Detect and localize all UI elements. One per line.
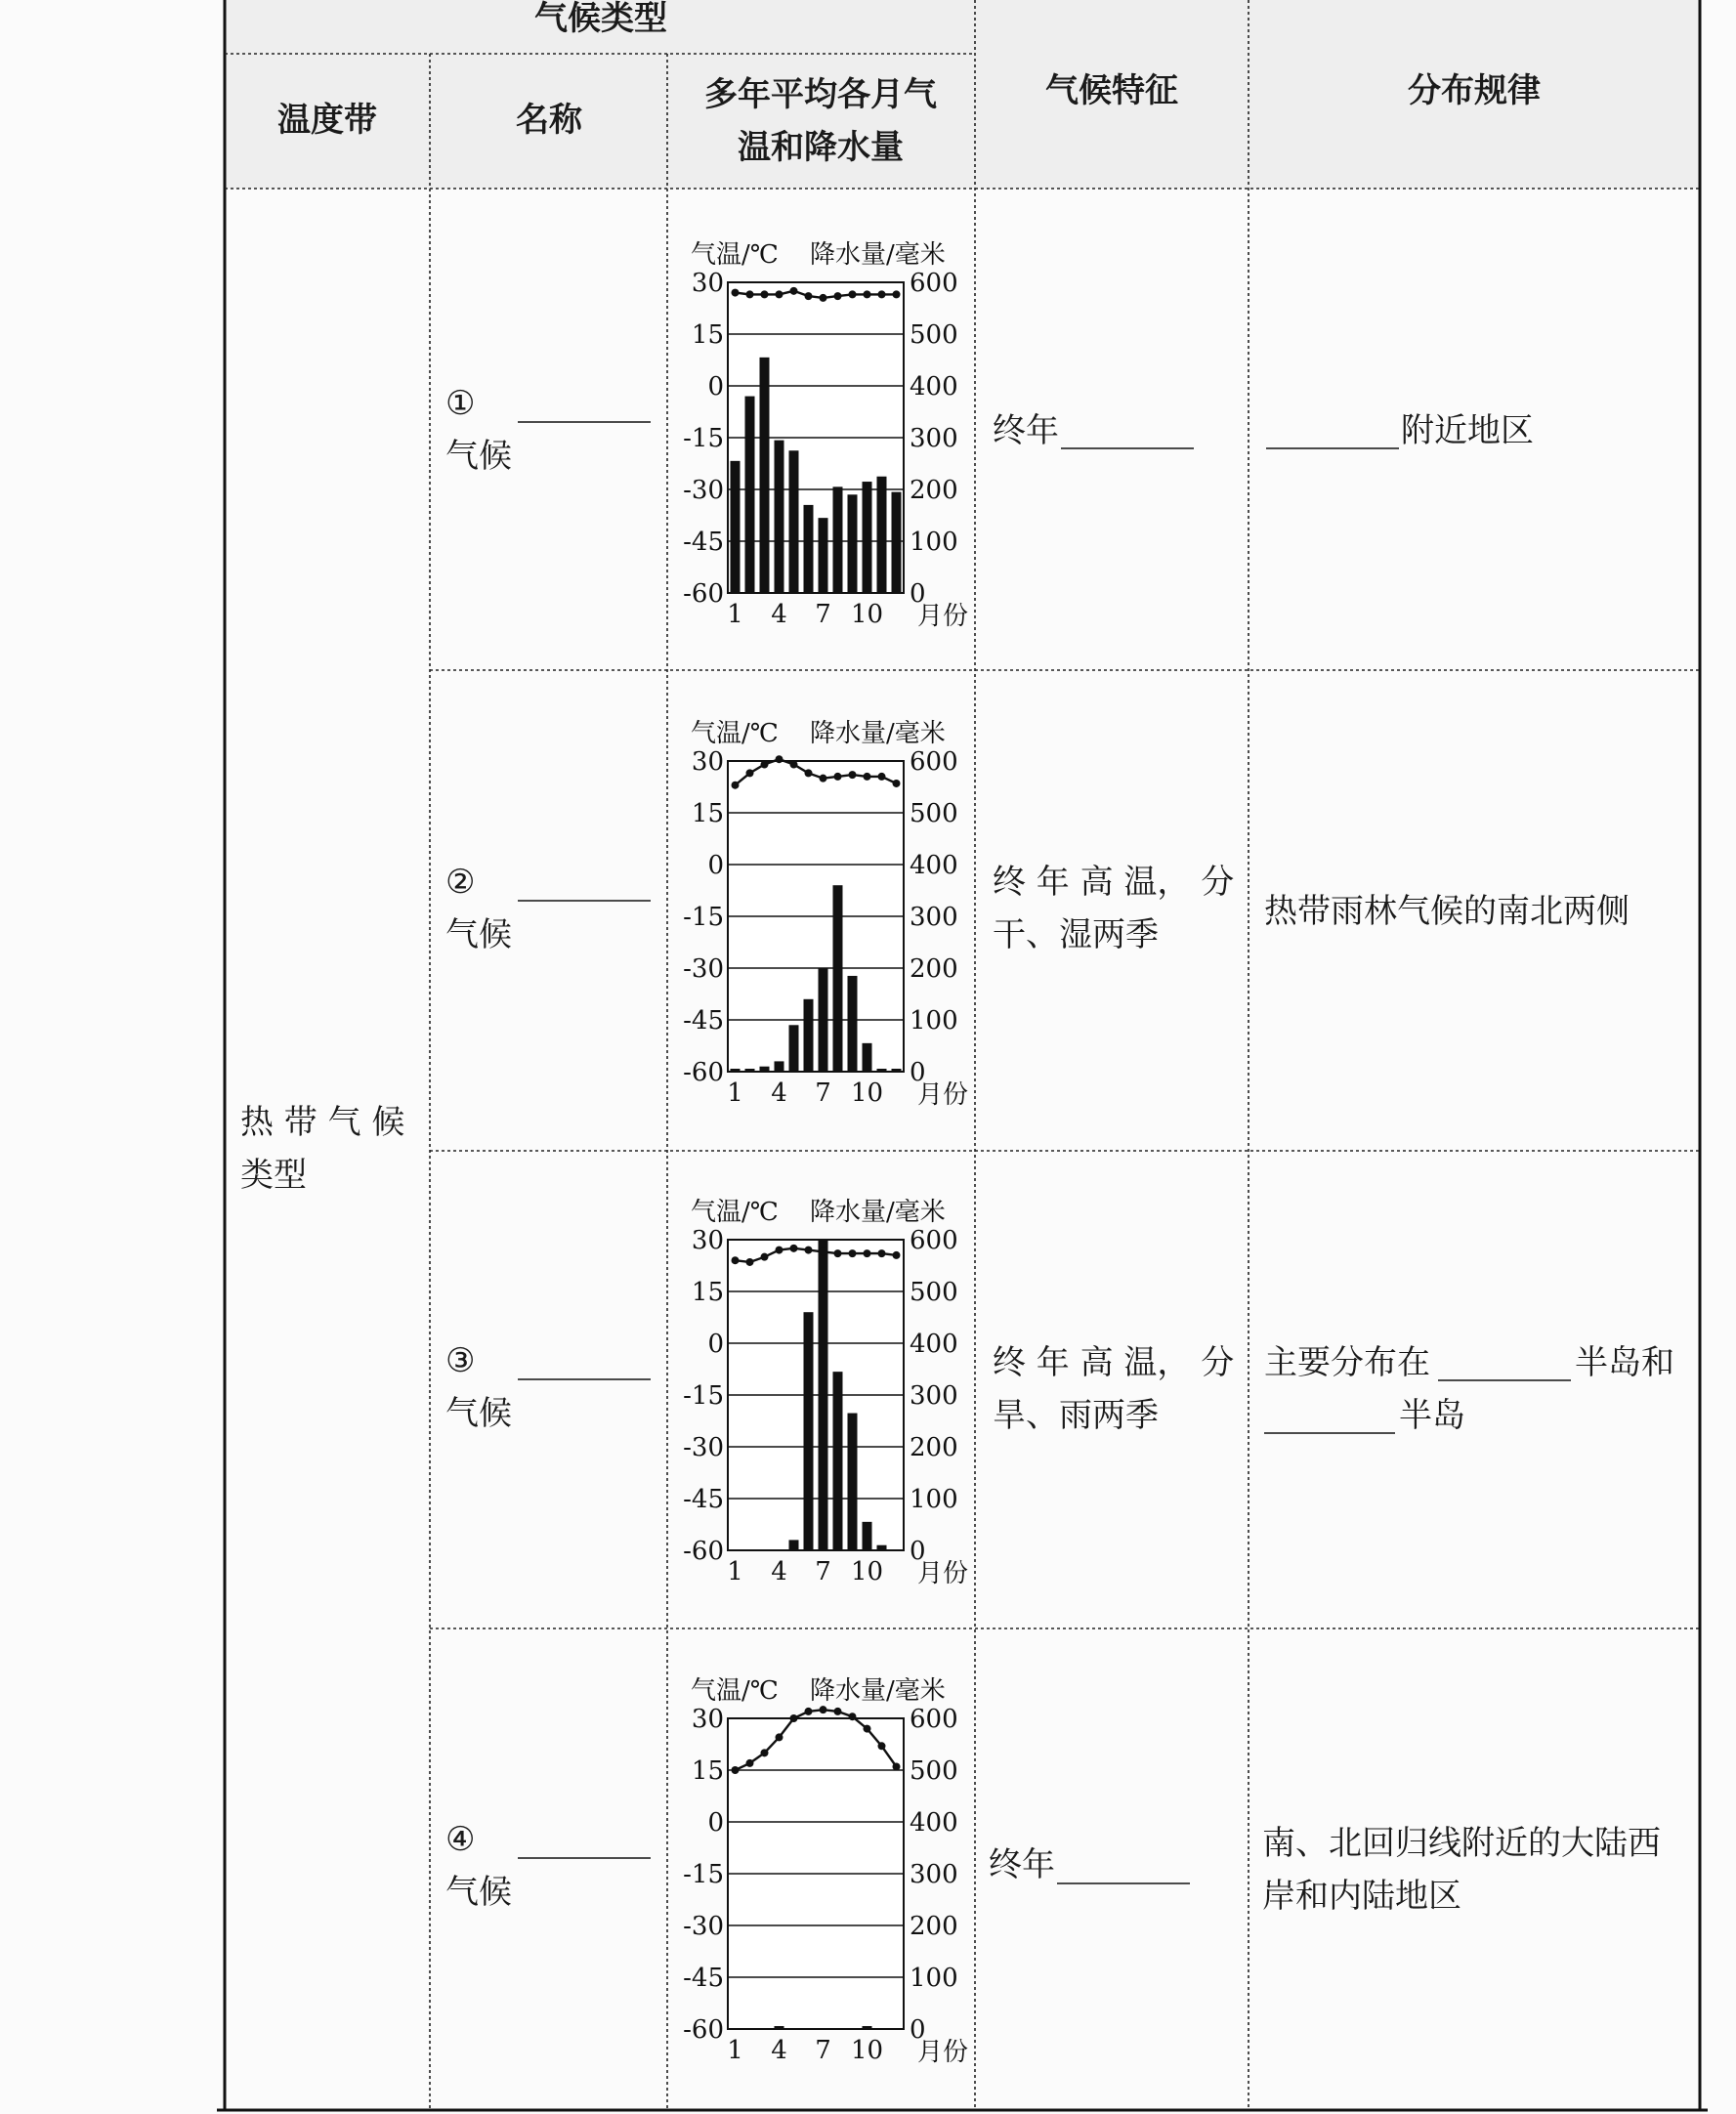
chart-precip-bar [892,1069,902,1072]
chart-temp-point [834,773,842,781]
chart-precip-bar [833,885,843,1072]
chart-precip-tick-label: 100 [910,1964,958,1993]
chart-precip-axis-title: 降水量/毫米 [810,1676,946,1706]
chart-temp-point [776,1247,783,1254]
chart-temp-point [732,1766,740,1774]
chart-temp-point [732,289,740,297]
chart-x-tick-label: 7 [815,1078,831,1108]
chart-temp-tick-label: 15 [691,799,724,828]
climate-chart-1 [683,240,968,631]
chart-x-tick-label: 7 [815,600,831,629]
chart-precip-tick-label: 200 [910,476,958,505]
chart-precip-tick-label: 0 [910,579,926,609]
row2-feature-line1: 终 年 高 温， 分 [993,863,1235,902]
temperature-zone-cell [240,1103,404,1195]
row2-number: ② [445,863,476,902]
table-grid [217,0,1708,2110]
chart-precip-bar [775,2026,784,2029]
chart-precip-tick-label: 100 [910,528,958,557]
chart-precip-bar [775,441,784,593]
chart-temp-point [820,775,827,782]
chart-precip-tick-label: 400 [910,1808,958,1838]
chart-temp-point [746,769,754,777]
chart-precip-bar [789,1540,799,1550]
chart-temp-point [732,782,740,789]
chart-x-tick-label: 7 [815,1557,831,1586]
row2-feature-line2: 干、湿两季 [993,915,1159,954]
row1-name-suffix: 气候 [445,437,512,476]
chart-temp-tick-label: -15 [683,1860,724,1889]
chart-temp-tick-label: 0 [707,1330,724,1359]
row3-feature-line2: 旱、雨两季 [993,1396,1159,1435]
chart-x-axis-title: 月份 [917,1080,969,1110]
row4-number: ④ [445,1820,476,1859]
chart-temp-tick-label: -30 [683,1912,724,1941]
chart-x-tick-label: 4 [771,1078,787,1108]
chart-temp-tick-label: -30 [683,1433,724,1462]
chart-temp-point [790,1245,798,1252]
chart-temp-tick-label: -60 [683,1537,724,1566]
chart-temp-tick-label: -45 [683,1485,724,1514]
chart-temp-point [776,1733,783,1741]
chart-precip-tick-label: 0 [910,2015,926,2045]
chart-precip-tick-label: 100 [910,1006,958,1036]
chart-precip-axis-title: 降水量/毫米 [810,1198,946,1227]
chart-temp-point [790,1714,798,1722]
chart-temp-point [878,1742,886,1750]
chart-temp-point [893,780,901,787]
chart-precip-tick-label: 400 [910,851,958,880]
chart-precip-bar [863,1043,872,1072]
chart-temp-tick-label: 30 [691,269,724,298]
chart-precip-bar [804,999,814,1072]
chart-temp-point [864,773,871,781]
chart-temp-point [834,292,842,300]
chart-temp-tick-label: -45 [683,1964,724,1993]
chart-temp-point [834,1249,842,1257]
chart-temp-point [805,1708,813,1715]
chart-precip-bar [877,1069,887,1072]
chart-x-axis-title: 月份 [917,602,969,631]
zone-line-2: 类型 [240,1156,307,1195]
chart-temp-point [761,1749,769,1756]
chart-temp-tick-label: -30 [683,954,724,984]
chart-precip-bar [789,450,799,593]
chart-precip-tick-label: 600 [910,1226,958,1255]
chart-precip-bar [819,518,828,593]
climate-row-4 [445,1676,1661,2067]
chart-temp-tick-label: 30 [691,1705,724,1734]
chart-precip-tick-label: 200 [910,1912,958,1941]
chart-x-tick-label: 4 [771,1557,787,1586]
chart-precip-tick-label: 0 [910,1058,926,1087]
chart-temp-point [820,1706,827,1713]
chart-temp-point [849,290,857,298]
chart-temp-tick-label: -45 [683,1006,724,1036]
header-chart-line2: 温和降水量 [738,128,904,167]
chart-temp-axis-title: 气温/℃ [691,240,779,270]
row3-feature-line1: 终 年 高 温， 分 [993,1343,1235,1382]
row3-dist-text1: 主要分布在 [1264,1343,1430,1382]
header-feature: 气候特征 [1045,71,1178,110]
chart-precip-tick-label: 600 [910,747,958,777]
chart-x-tick-label: 10 [850,1557,884,1586]
climate-chart-3 [683,1198,968,1588]
header-climate-type: 气候类型 [534,0,667,38]
chart-temp-tick-label: 15 [691,1278,724,1307]
chart-x-tick-label: 10 [850,2036,884,2065]
row3-dist-text3: 半岛 [1399,1396,1465,1435]
chart-precip-tick-label: 500 [910,1756,958,1786]
zone-line-1: 热 带 气 候 [240,1103,405,1142]
chart-temp-tick-label: 0 [707,372,724,402]
chart-precip-bar [863,482,872,593]
chart-temp-point [864,1249,871,1257]
chart-temp-axis-title: 气温/℃ [691,719,779,748]
chart-precip-tick-label: 300 [910,1860,958,1889]
climate-row-3 [445,1198,1674,1588]
header-name: 名称 [516,101,582,140]
chart-precip-bar [760,1067,770,1072]
chart-temp-point [790,761,798,769]
chart-precip-tick-label: 300 [910,903,958,932]
chart-precip-axis-title: 降水量/毫米 [810,240,946,270]
chart-temp-point [790,287,798,295]
chart-temp-point [834,1708,842,1715]
chart-precip-tick-label: 300 [910,424,958,453]
header-chart-line1: 多年平均各月气 [704,75,937,114]
row1-dist-text: 附近地区 [1401,411,1534,450]
chart-temp-point [849,1249,857,1257]
climate-row-1 [445,240,1534,631]
row1-feature-line1: 终年 [993,411,1059,450]
chart-precip-bar [819,968,828,1072]
chart-temp-tick-label: -45 [683,528,724,557]
row2-name-suffix: 气候 [445,915,512,954]
chart-temp-point [805,769,813,777]
chart-temp-point [878,1249,886,1257]
chart-temp-point [820,294,827,302]
chart-precip-bar [819,1240,828,1550]
chart-temp-point [761,290,769,298]
chart-precip-bar [848,1414,858,1550]
chart-temp-tick-label: 0 [707,851,724,880]
chart-x-tick-label: 7 [815,2036,831,2065]
row4-dist-line2: 岸和内陆地区 [1262,1877,1461,1916]
chart-temp-point [849,1712,857,1720]
chart-precip-bar [863,2026,872,2029]
chart-precip-tick-label: 600 [910,1705,958,1734]
chart-temp-point [776,290,783,298]
chart-precip-bar [731,1069,741,1072]
chart-precip-tick-label: 500 [910,1278,958,1307]
chart-temp-tick-label: -15 [683,424,724,453]
chart-temp-tick-label: 30 [691,747,724,777]
chart-temp-point [893,290,901,298]
chart-temp-point [746,1258,754,1266]
chart-precip-tick-label: 500 [910,320,958,350]
chart-temp-tick-label: -60 [683,1058,724,1087]
chart-precip-bar [892,492,902,593]
row4-name-suffix: 气候 [445,1873,512,1912]
header-temp-zone: 温度带 [277,101,377,140]
chart-temp-point [878,773,886,781]
row1-number: ① [445,384,476,423]
climate-chart-2 [683,719,968,1110]
chart-temp-point [820,1247,827,1255]
chart-temp-tick-label: -60 [683,579,724,609]
chart-x-tick-label: 1 [727,1078,743,1108]
chart-temp-point [732,1256,740,1264]
chart-precip-tick-label: 400 [910,372,958,402]
chart-temp-tick-label: -60 [683,2015,724,2045]
chart-precip-bar [833,486,843,593]
chart-precip-bar [789,1025,799,1072]
chart-x-tick-label: 1 [727,2036,743,2065]
chart-temp-point [805,292,813,300]
chart-temp-point [878,290,886,298]
row3-dist-text2: 半岛和 [1575,1343,1674,1382]
chart-temp-point [864,290,871,298]
chart-precip-bar [804,505,814,593]
chart-precip-axis-title: 降水量/毫米 [810,719,946,748]
row2-dist-text: 热带雨林气候的南北两侧 [1264,892,1630,931]
row4-feature-line1: 终年 [989,1845,1055,1884]
chart-precip-tick-label: 600 [910,269,958,298]
chart-temp-tick-label: 0 [707,1808,724,1838]
chart-x-tick-label: 1 [727,600,743,629]
chart-x-tick-label: 10 [850,1078,884,1108]
chart-temp-point [761,761,769,769]
chart-precip-tick-label: 0 [910,1537,926,1566]
chart-temp-point [761,1253,769,1261]
chart-precip-tick-label: 200 [910,1433,958,1462]
chart-precip-tick-label: 500 [910,799,958,828]
chart-x-tick-label: 4 [771,2036,787,2065]
chart-temp-axis-title: 气温/℃ [691,1676,779,1706]
chart-precip-bar [863,1522,872,1550]
header-distribution: 分布规律 [1408,71,1541,110]
row3-name-suffix: 气候 [445,1394,512,1433]
chart-temp-point [893,1762,901,1770]
chart-temp-tick-label: 15 [691,320,724,350]
chart-temp-tick-label: -30 [683,476,724,505]
chart-precip-tick-label: 300 [910,1381,958,1411]
chart-precip-tick-label: 400 [910,1330,958,1359]
chart-temp-point [864,1725,871,1733]
chart-precip-bar [833,1372,843,1550]
chart-temp-axis-title: 气温/℃ [691,1198,779,1227]
chart-precip-bar [804,1312,814,1550]
row4-dist-line1: 南、北回归线附近的大陆西 [1262,1824,1661,1863]
climate-row-2 [445,719,1630,1110]
chart-precip-bar [848,976,858,1072]
chart-precip-bar [745,397,755,593]
chart-precip-bar [848,494,858,593]
chart-x-tick-label: 10 [850,600,884,629]
chart-precip-bar [877,1545,887,1550]
chart-x-tick-label: 1 [727,1557,743,1586]
chart-temp-point [776,755,783,763]
chart-temp-point [746,290,754,298]
chart-precip-tick-label: 100 [910,1485,958,1514]
chart-temp-point [746,1759,754,1767]
row3-number: ③ [445,1341,476,1380]
chart-temp-tick-label: -15 [683,1381,724,1411]
chart-precip-bar [745,1069,755,1072]
chart-temp-point [849,771,857,779]
chart-precip-bar [760,358,770,593]
chart-temp-tick-label: 30 [691,1226,724,1255]
chart-precip-tick-label: 200 [910,954,958,984]
chart-temp-tick-label: -15 [683,903,724,932]
chart-precip-bar [731,461,741,593]
chart-precip-bar [877,477,887,593]
climate-chart-4 [683,1676,968,2067]
chart-x-tick-label: 4 [771,600,787,629]
chart-temp-point [893,1251,901,1259]
chart-x-axis-title: 月份 [917,1559,969,1588]
chart-temp-tick-label: 15 [691,1756,724,1786]
chart-x-axis-title: 月份 [917,2038,969,2067]
chart-precip-bar [775,1061,784,1072]
chart-temp-point [805,1247,813,1254]
